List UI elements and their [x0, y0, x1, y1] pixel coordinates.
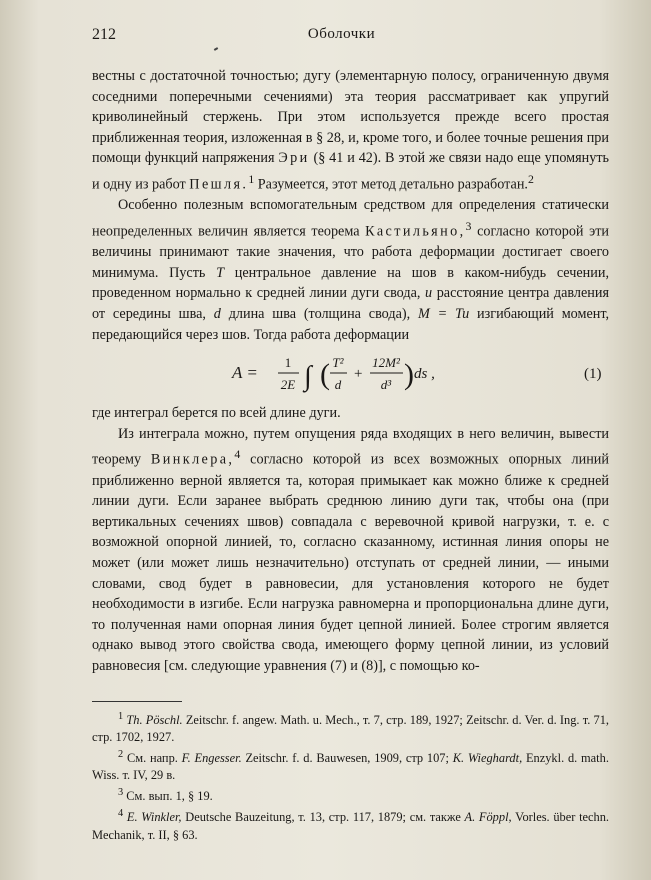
equation-1	[92, 345, 609, 403]
var-d: d	[213, 306, 221, 322]
running-title: Оболочки	[307, 26, 376, 42]
footnote-rule	[92, 701, 182, 702]
eq-integral: ∫	[304, 361, 312, 393]
paragraph-1: вестны с достаточной точностью; дугу (элементарную полосу, ограниченную двумя соседними поперечными сечениями) эта теория рассматривает как упругий криволинейный стержень. При этом используется прежде всего простая приближенная теория, изложенная в § 28, и, кроме того, и более точные решения при помощи функций напряжения Эри (§ 41 и 42). В этой же связи надо еще упомянуть и одну из работ Пешля.$^1$ Разумеется, этот метод детально разработан.$^2$	[92, 68, 610, 193]
footnote-ref-1: 1	[248, 171, 255, 186]
author-name-airy: Эри	[278, 150, 310, 167]
eq-t2-num: 12M²	[372, 355, 400, 371]
equation-svg	[92, 345, 609, 403]
paragraph-4: Из интеграла можно, путем опущения ряда входящих в него величин, вывести теорему Винклера,$^4$ согласно которой из всех возможных опорных линий приближенно верной является та, которая примыкает как можно ближе к средней линии дуги. Если заранее выбрать среднюю линию дуги так, чтобы она (при вертикальных сечениях швов) совпадала с веревочной кривой нагрузки, т. е. с возможной опорной линией, то, согласно сказанному, истинная линия опоры не может (или может лишь незначительно) отступать от средней линии, — иными словами, свод будет в равновесии, для установления которого не будет необходимости в изгибе. Если нагрузка равномерна и пропорциональна длине дуги, то полученная нами опорная линия будет цепной линией. Более строгим является однако вывод этого свойства свода, имеющего форму цепной линии, из условий равновесия [см. следующие уравнения (7) и (8)], с помощью ко-	[92, 425, 609, 675]
eq-plus: +	[354, 366, 363, 383]
var-M: M = Tu	[417, 306, 470, 322]
eq-t1-num: T²	[332, 355, 344, 371]
footnotes	[92, 708, 609, 844]
page-number: 212	[92, 26, 116, 43]
eq-lhs: A =	[232, 363, 258, 383]
author-name-castigliano: Кастильяно,	[365, 223, 466, 240]
eq-paren-right: )	[404, 358, 414, 392]
page-header	[92, 26, 591, 50]
footnote-3: $^3$ См. вып. 1, § 19.	[118, 787, 213, 804]
eq-number: (1)	[584, 366, 602, 383]
author-name-winkler: Винклера,	[150, 452, 235, 469]
print-mark	[214, 47, 218, 51]
eq-t1-den: d	[334, 377, 342, 393]
eq-t2-den: d³	[380, 377, 392, 393]
author-name-poeschl: Пешля.	[189, 176, 249, 193]
eq-ds: ds ,	[414, 366, 435, 383]
footnote-ref-4: 4	[234, 447, 241, 462]
paragraph-2: Особенно полезным вспомогательным средством для определения статически неопределенных величин является теорема Кастильяно,$^3$ согласно которой эти величины принимают такие значения, что работа деформации достигает своего минимума. Пусть T центральное давление на шов в каком-нибудь сечении, проведенном нормально к средней линии дуги свода, u расстояние центра давления от середины шва, d длина шва (толщина свода), M = Tu изгибающий момент, передающийся через шов. Тогда работа деформации	[92, 197, 610, 343]
eq-paren-left: (	[320, 358, 330, 392]
var-u: u	[425, 285, 433, 302]
paragraph-3: где интеграл берется по всей длине дуги.	[92, 405, 341, 422]
footnote-2: $^2$ См. напр. F. Engesser. Zeitschr. f. d. Bauwesen, 1909, стр 107; K. Wieghardt, Enzykl. d. math. Wiss. т. IV, 29 в.	[92, 749, 609, 783]
var-T: T	[216, 264, 225, 281]
eq-frac-den: 2E	[280, 377, 296, 393]
main-text	[92, 66, 609, 677]
eq-frac-num: 1	[284, 355, 292, 371]
footnote-1: $^1$ Th. Pöschl. Zeitschr. f. angew. Math. u. Mech., т. 7, стр. 189, 1927; Zeitschr. d. Ver. d. Ing. т. 71, стр. 1702, 1927.	[92, 711, 609, 745]
footnote-ref-2: 2	[527, 171, 534, 186]
footnote-4: $^4$ E. Winkler, Deutsche Bauzeitung, т. 13, стр. 117, 1879; см. также A. Föppl, Vorles. über techn. Mechanik, т. II, § 63.	[92, 808, 609, 842]
footnote-ref-3: 3	[465, 218, 472, 233]
